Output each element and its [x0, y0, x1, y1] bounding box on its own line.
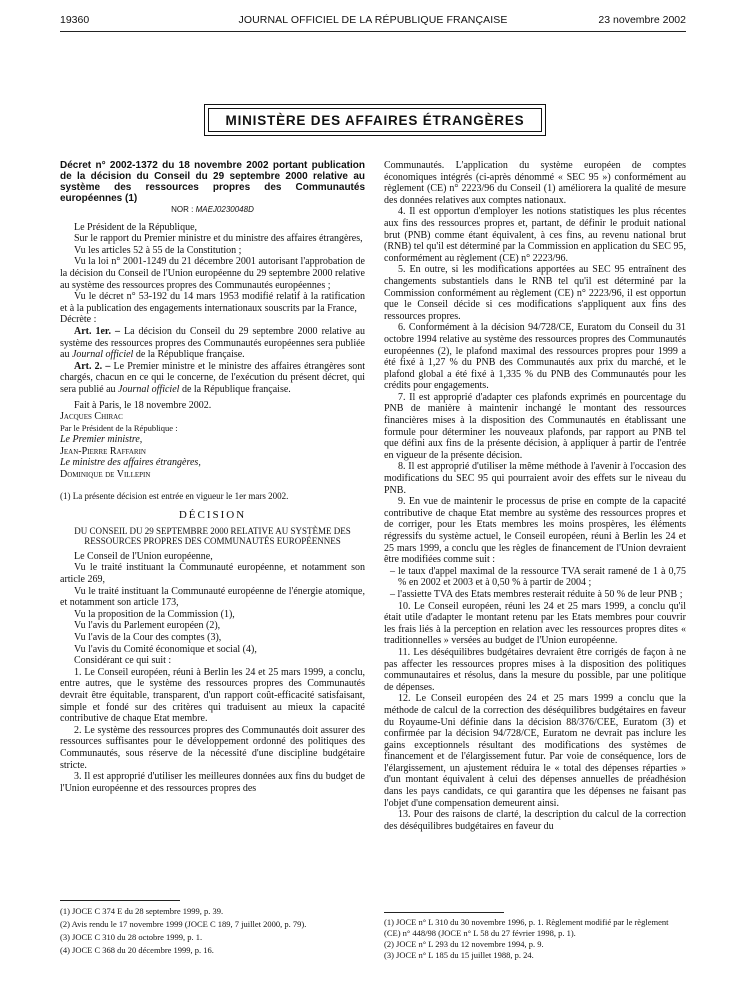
footnotes-left	[60, 900, 365, 957]
decision-para: Vu la proposition de la Commission (1),	[74, 608, 235, 620]
recital-para: Communautés. L'application du système européen de comptes économiques intégrés (ci-après dénommé « SEC 95 ») conformément au règlement (CE) n° 2223/96 du Conseil (1) améliorera la qualité de mesure des données relatives aux comptes nationaux.	[384, 160, 686, 206]
bullet-item: – l'assiette TVA des Etats membres resterait réduite à 50 % de leur PNB ;	[390, 588, 683, 600]
footnotes-right	[384, 912, 686, 961]
nor-line	[60, 204, 365, 216]
decision-para: 3. Il est approprié d'utiliser les meilleures données aux fins du budget de l'Union européenne et des ressources propres des	[60, 771, 365, 794]
footnote: (1) JOCE C 374 E du 28 septembre 1999, p. 39.	[60, 906, 224, 916]
minister-title-text: Le ministre des affaires étrangères,	[60, 457, 201, 469]
journal-title: JOURNAL OFFICIEL DE LA RÉPUBLIQUE FRANÇAISE	[238, 14, 508, 26]
vu-constitution: Vu les articles 52 à 55 de la Constitution ;	[74, 244, 242, 256]
par-le-president: Par le Président de la République :	[60, 422, 178, 433]
decision-para: 2. Le système des ressources propres des Communautés doit assurer des ressources suffisantes pour le développement ordonné des politiques des Communautés, sous réserve de la nécessité d'une discipline budgétaire stricte.	[60, 724, 365, 771]
art2-jo: Journal officiel	[118, 383, 180, 395]
article-2	[60, 361, 365, 396]
recital-para: 4. Il est opportun d'employer les notions statistiques les plus récentes aux fins des ressources propres et, partant, de définir le produit national brut (PNB) comme étant équivalent, à ces fins, au revenu national brut (RNB) tel qu'il est déterminé par la Commission en application du SEC 95, conformément au règlement (CE) n° 2223/96.	[384, 206, 686, 264]
vu-decret: Vu le décret n° 53-192 du 14 mars 1953 modifié relatif à la ratification et à la publication des engagements internationaux souscrits par la France,	[60, 291, 365, 314]
minister-name: Dominique de Villepin	[60, 469, 151, 481]
decision-heading: DÉCISION	[178, 509, 247, 522]
recital-para: 8. Il est approprié d'utiliser la même méthode à l'avenir à l'occasion des modifications du SEC 95 qui pourraient avoir des effets sur le niveau du PNB.	[384, 461, 686, 496]
fait-a-paris: Fait à Paris, le 18 novembre 2002.	[74, 399, 212, 411]
page-number: 19360	[60, 14, 90, 26]
art2-text: Le Premier ministre et le ministre des affaires étrangères sont chargés, chacun en ce qui le concerne, de l'exécution du présent décret, qui sera publié au	[60, 360, 366, 395]
recital-para: 13. Pour des raisons de clarté, la description du calcul de la correction des déséquilibres budgétaires en faveur du	[384, 809, 686, 832]
decision-para: Vu le traité instituant la Communauté européenne de l'énergie atomique, et notamment son article 173,	[60, 585, 365, 609]
sur-rapport: Sur le rapport du Premier ministre et du ministre des affaires étrangères,	[74, 233, 363, 245]
nor-label: NOR :	[171, 205, 194, 214]
footnote: (1) JOCE n° L 310 du 30 novembre 1996, p. 1. Règlement modifié par le règlement (CE) n° 448/98 (JOCE n° L 58 du 27 février 1998, p. 1).	[384, 917, 669, 938]
art1-jo: Journal officiel	[71, 349, 134, 361]
decision-para: Vu l'avis du Comité économique et social (4),	[74, 643, 257, 655]
bullet-item: – le taux d'appel maximal de la ressource TVA serait ramené de 1 à 0,75 % en 2002 et 2003 et à 0,50 % à partir de 2004 ;	[390, 565, 686, 589]
vu-loi: Vu la loi n° 2001-1249 du 21 décembre 2001 autorisant l'approbation de la décision du Conseil de l'Union européenne du 29 septembre 2000 relative au système des ressources propres des Communautés européennes ;	[60, 256, 365, 291]
entry-into-force-note: (1) La présente décision est entrée en vigueur le 1er mars 2002.	[60, 490, 289, 501]
decision-para: 1. Le Conseil européen, réuni à Berlin les 24 et 25 mars 1999, a conclu, entre autres, que le système des ressources propres des Communautés devrait être équitable, transparent, d'un rapport coût-efficacité satisfaisant, simple et fondé sur des critères qui traduisent au mieux la capacité contributive de chaque Etat membre.	[60, 666, 365, 725]
recital-para: 11. Les déséquilibres budgétaires devraient être corrigés de façon à ne pas affecter les ressources propres mises à la disposition des politiques communautaires et résolus, dans la mesure du possible, par une politique de dépenses.	[384, 646, 686, 693]
decision-para: Vu l'avis du Parlement européen (2),	[74, 620, 221, 632]
issue-date: 23 novembre 2002	[598, 14, 686, 26]
art2-label: Art. 2. –	[74, 360, 111, 372]
president-line: Le Président de la République,	[74, 221, 198, 233]
header-rule	[60, 31, 686, 32]
recital-para: 10. Le Conseil européen, réuni les 24 et 25 mars 1999, a conclu qu'il était utile d'adapter le montant retenu par les Etats membres pour couvrir les frais liés à la perception en relation avec les ressources propres dites « traditionnelles » versées au budget de l'Union européenne.	[384, 600, 686, 647]
art1-label: Art. 1er. –	[74, 325, 120, 337]
decision-para: Le Conseil de l'Union européenne,	[74, 550, 213, 562]
recital-para: 6. Conformément à la décision 94/728/CE, Euratom du Conseil du 31 octobre 1994 relative au système des ressources propres des Communautés européennes (2), le plafond maximal des ressources propres pour 1999 a été fixé à 1,27 % du PNB des Communautés aux prix du marché, et le plafond global a été fixé à 1,335 % du PNB des Communautés pour les crédits pour engagements.	[384, 322, 686, 392]
decision-para: Vu le traité instituant la Communauté européenne, et notamment son article 269,	[60, 562, 365, 586]
pm-name: Jean-Pierre Raffarin	[60, 445, 146, 457]
nor-value: MAEJ0230048D	[195, 205, 254, 214]
decree-title: Décret n° 2002-1372 du 18 novembre 2002 portant publication de la décision du Conseil du 29 septembre 2000 relative au système des ressources propres des Communautés européennes (1)	[60, 160, 365, 204]
right-column	[384, 160, 686, 832]
art1-text: La décision du Conseil du 29 septembre 2000 relative au système des ressources propres des Communautés européennes sera publiée au	[60, 325, 365, 361]
footnote: (2) JOCE n° L 293 du 12 novembre 1994, p. 9.	[384, 939, 544, 949]
decrete: Décrète :	[60, 314, 97, 326]
minister-title	[60, 457, 365, 469]
recital-para: 9. En vue de maintenir le processus de prise en compte de la capacité contributive de chaque Etat membre au système des ressources propres et de corriger, pour les Etats membres les moins prospères, les éléments régressifs du système actuel, le Conseil européen, réuni à Berlin les 24 et 25 mars 1999, a conclu que les règles de financement de l'Union devraient être modifiées comme suit :	[384, 496, 686, 566]
footnote-separator	[384, 912, 504, 913]
page-header	[60, 14, 686, 30]
art1-text-end: de la République française.	[135, 349, 245, 361]
ministry-title: MINISTÈRE DES AFFAIRES ÉTRANGÈRES	[208, 108, 542, 132]
footnote: (3) JOCE C 310 du 28 octobre 1999, p. 1.	[60, 932, 203, 942]
signatory-chirac: Jacques Chirac	[60, 411, 123, 423]
decision-para: Vu l'avis de la Cour des comptes (3),	[74, 632, 222, 643]
decision-subheading: DU CONSEIL DU 29 SEPTEMBRE 2000 RELATIVE AU SYSTÈME DES RESSOURCES PROPRES DES COMMUNAUTÉS EUROPÉENNES	[74, 525, 351, 547]
art2-text-end: de la République française.	[181, 383, 291, 395]
recital-para: 5. En outre, si les modifications apportées au SEC 95 entraînent des changements substantiels dans le RNB tel qu'il est déterminé par la Commission conformément au règlement (CE) n° 2223/96, il est opportun que le Conseil décide si ces modifications s'appliquent aux fins des ressources propres.	[384, 264, 686, 322]
recital-para: 12. Le Conseil européen des 24 et 25 mars 1999 a conclu que la méthode de calcul de la correction des déséquilibres budgétaires en faveur du Royaume-Uni définie dans la décision 88/376/CEE, Euratom (3) et confirmée par la décision 94/728/CE, Euratom ne devrait pas inclure les gains exceptionnels résultant des modifications des systèmes de financement et de l'élargissement futur. Par voie de conséquence, lors de l'élargissement, un ajustement réduira le « total des dépenses réparties » d'un montant équivalent à celui des dépenses annuelles de préadhésion dans les pays candidats, ce qui garantira que les dépenses ne faisant pas l'objet d'une compensation demeurent ainsi.	[384, 693, 686, 809]
footnote: (2) Avis rendu le 17 novembre 1999 (JOCE C 189, 7 juillet 2000, p. 79).	[60, 919, 307, 929]
article-1	[60, 326, 365, 361]
pm-title-text: Le Premier ministre,	[60, 434, 143, 446]
left-column	[60, 160, 365, 794]
ministry-box	[204, 104, 546, 136]
decision-para: Considérant ce qui suit :	[74, 655, 172, 667]
recital-para: 7. Il est approprié d'adapter ces plafonds exprimés en pourcentage du PNB de manière à maintenir inchangé le montant des ressources financières mises à la disposition des Communautés en établissant une formule pour déterminer les nouveaux plafonds, par rapport au PNB tel que défini aux fins de la présente décision, à appliquer à partir de l'entrée en vigueur de la présente décision.	[384, 391, 686, 461]
footnote-separator	[60, 900, 180, 901]
pm-title	[60, 434, 365, 446]
footnote: (3) JOCE n° L 185 du 15 juillet 1988, p. 24.	[384, 950, 534, 960]
footnote: (4) JOCE C 368 du 20 décembre 1999, p. 16.	[60, 945, 214, 955]
